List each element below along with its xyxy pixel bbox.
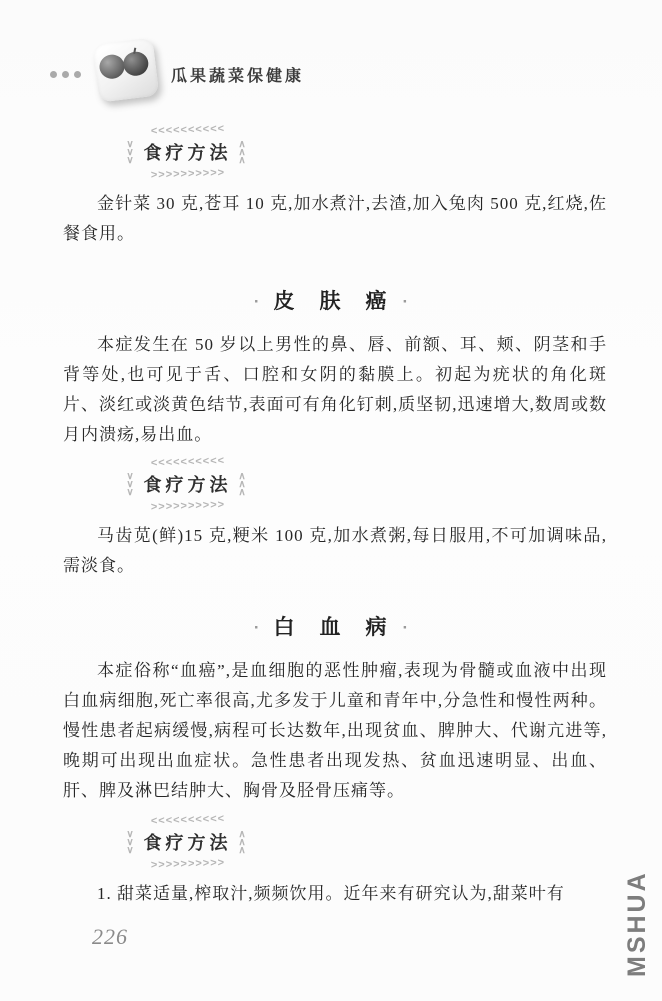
disease-description: 本症发生在 50 岁以上男性的鼻、唇、前额、耳、颊、阴茎和手背等处,也可见于舌、口腔和女阴的黏膜上。初起为疣状的角化斑片、淡红或淡黄色结节,表面可有角化钉刺,质坚韧,迅速增大,数周或数月内溃疡,易出血。 bbox=[63, 335, 607, 444]
chevron-border-bottom: >>>>>>>>>> bbox=[150, 498, 226, 514]
chevron-border-left: ∨∨∨ bbox=[126, 138, 134, 166]
title-dot-left: · bbox=[253, 292, 260, 311]
section-title-text: 白 血 病 bbox=[273, 616, 389, 639]
chevron-border-top: <<<<<<<<<< bbox=[150, 812, 226, 828]
dot-icon bbox=[62, 71, 69, 78]
chevron-border-top: <<<<<<<<<< bbox=[150, 454, 226, 470]
therapy-method-badge bbox=[120, 812, 252, 872]
section-title-text: 皮 肤 癌 bbox=[273, 290, 389, 313]
chevron-border-bottom: >>>>>>>>>> bbox=[150, 166, 226, 182]
therapy-method-label: 食疗方法 bbox=[143, 475, 232, 495]
book-series-title: 瓜果蔬菜保健康 bbox=[171, 67, 305, 85]
spine-watermark: MSHUA bbox=[623, 870, 651, 977]
recipe-paragraph: 马齿苋(鲜)15 克,粳米 100 克,加水煮粥,每日服用,不可加调味品,需淡食。 bbox=[63, 526, 607, 575]
chevron-border-bottom: >>>>>>>>>> bbox=[150, 856, 226, 872]
section-title-skin-cancer bbox=[0, 287, 662, 317]
therapy-method-badge bbox=[120, 122, 252, 182]
therapy-method-label: 食疗方法 bbox=[143, 143, 232, 163]
chevron-border-right: ∧∧∧ bbox=[238, 138, 246, 166]
title-dot-right: · bbox=[402, 618, 409, 637]
fruit-plate-logo bbox=[91, 37, 165, 111]
dot-icon bbox=[50, 71, 57, 78]
chevron-border-left: ∨∨∨ bbox=[126, 828, 134, 856]
fruit-stem bbox=[133, 48, 136, 54]
fruit-icon bbox=[122, 50, 150, 77]
chevron-border-right: ∧∧∧ bbox=[238, 470, 246, 498]
disease-description: 本症俗称“血癌”,是血细胞的恶性肿瘤,表现为骨髓或血液中出现白血病细胞,死亡率很高,尤多发于儿童和青年中,分急性和慢性两种。慢性患者起病缓慢,病程可长达数年,出现贫血、脾肿大、代谢亢进等,晚期可出现出血症状。急性患者出现发热、贫血迅速明显、出血、肝、脾及淋巴结肿大、胸骨及胫骨压痛等。 bbox=[63, 661, 607, 800]
recipe-paragraph: 1. 甜菜适量,榨取汁,频频饮用。近年来有研究认为,甜菜叶有 bbox=[97, 884, 565, 903]
chevron-border-right: ∧∧∧ bbox=[238, 828, 246, 856]
dot-icon bbox=[74, 71, 81, 78]
recipe-paragraph: 金针菜 30 克,苍耳 10 克,加水煮汁,去渣,加入兔肉 500 克,红烧,佐餐食用。 bbox=[63, 194, 607, 243]
page-number: 226 bbox=[92, 924, 128, 949]
plate-shape bbox=[93, 38, 160, 103]
title-dot-right: · bbox=[402, 292, 409, 311]
therapy-method-label: 食疗方法 bbox=[143, 833, 232, 853]
header-dots-decoration bbox=[50, 71, 81, 78]
title-dot-left: · bbox=[253, 618, 260, 637]
section-title-leukemia bbox=[0, 613, 662, 643]
chevron-border-left: ∨∨∨ bbox=[126, 470, 134, 498]
therapy-method-badge bbox=[120, 454, 252, 514]
fruit-icon bbox=[98, 53, 126, 80]
chevron-border-top: <<<<<<<<<< bbox=[150, 122, 226, 138]
page-header bbox=[50, 0, 662, 112]
